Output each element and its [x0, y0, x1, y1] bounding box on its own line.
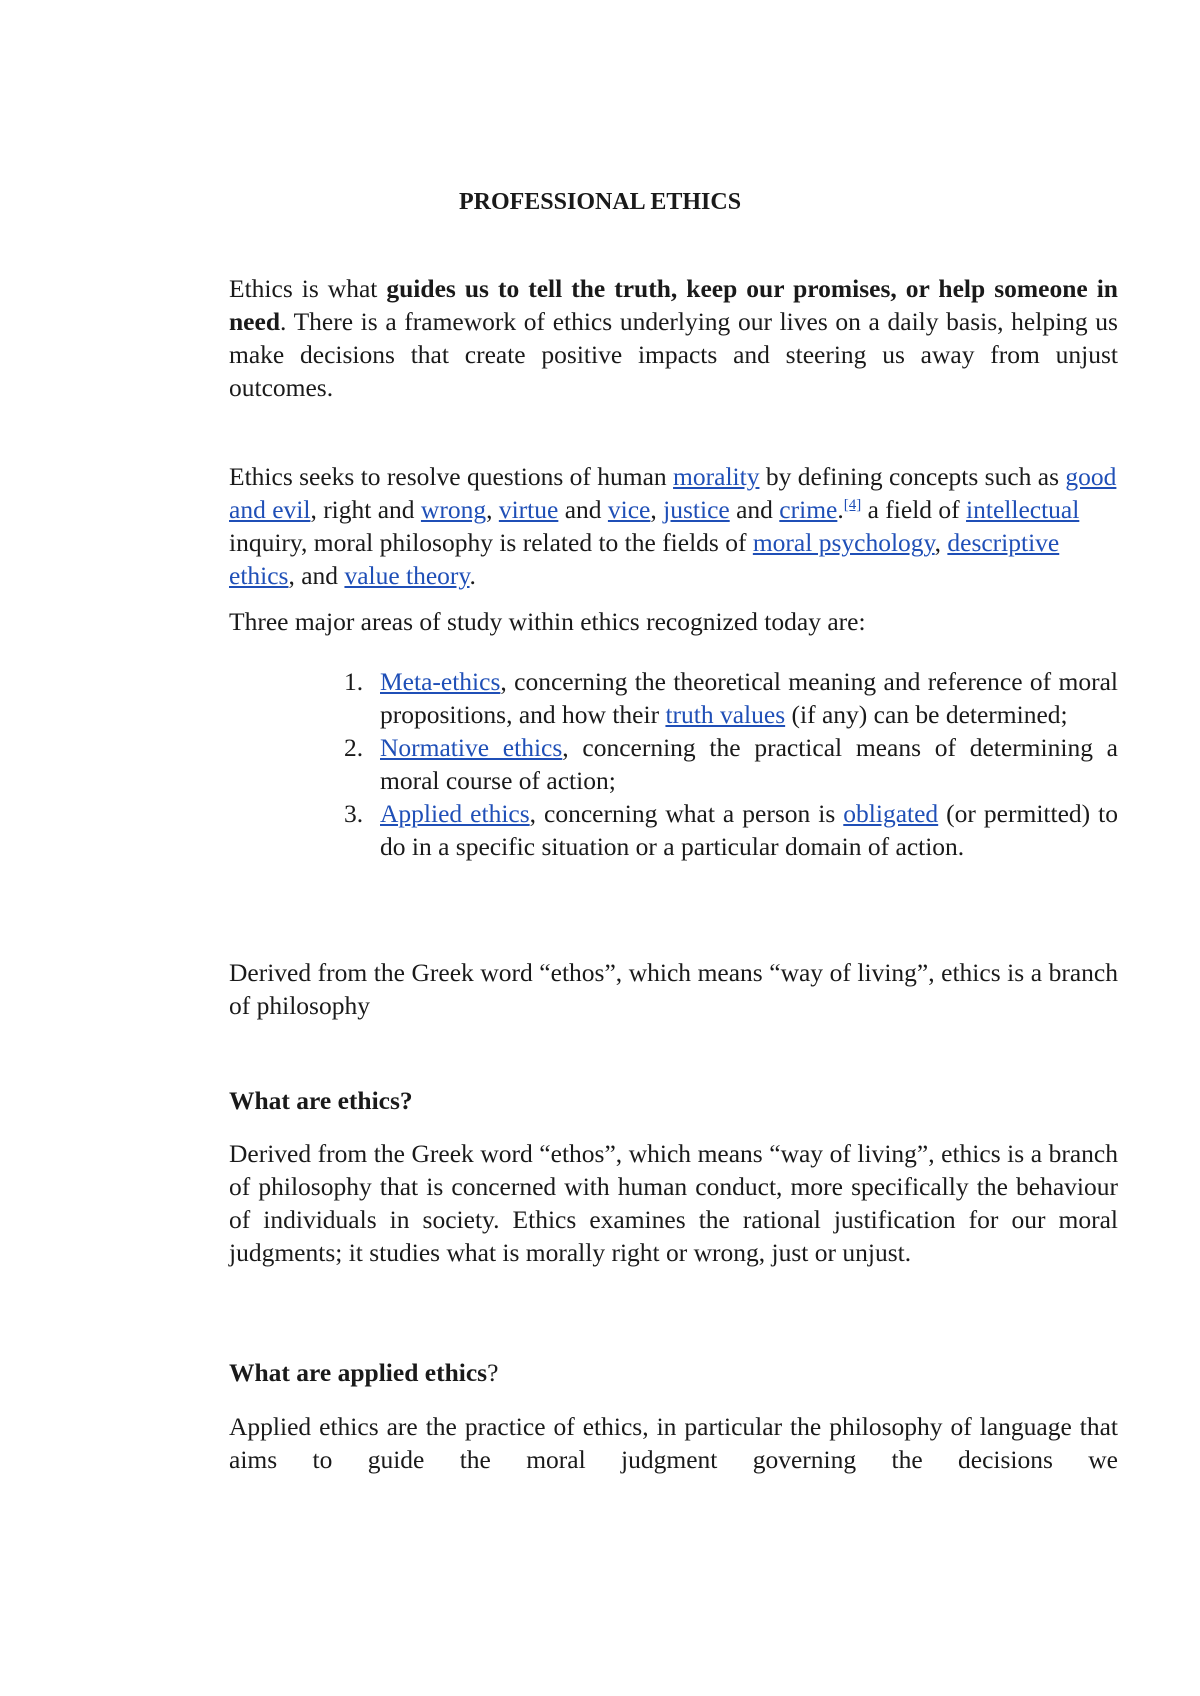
text-run: , and: [288, 561, 345, 590]
link-morality[interactable]: morality: [673, 462, 760, 491]
text-run: , right and: [310, 495, 421, 524]
text-run: (or permitted) to do in a specific situation or a particular domain of action.: [380, 799, 1118, 861]
list-item: [330, 731, 1118, 797]
text-run: and: [729, 495, 780, 524]
section-heading: [229, 1356, 1118, 1389]
list-number: 2.: [344, 733, 364, 762]
list-number: 1.: [344, 667, 364, 696]
section-heading: What are ethics?: [229, 1086, 413, 1115]
what-are-ethics-paragraph: Derived from the Greek word “ethos”, which means “way of living”, ethics is a branch of philosophy that is concerned with human conduct, more specifically the behaviour of individuals in society. Ethics examines the rational justification for our moral judgments; it studies what is morally right or wrong, just or unjust.: [229, 1139, 1118, 1267]
ethics-areas-list: [330, 665, 1118, 863]
text-run: . There is a framework of ethics underlying our lives on a daily basis, helping us make decisions that create positive impacts and steering us away from unjust outcomes.: [229, 307, 1118, 402]
text-run: .: [469, 561, 476, 590]
link-wrong[interactable]: wrong: [420, 495, 487, 524]
list-intro-paragraph: Three major areas of study within ethics recognized today are:: [229, 607, 866, 636]
applied-ethics-paragraph: Applied ethics are the practice of ethics, in particular the philosophy of language that aims to guide the moral judgment governing the decisions we: [229, 1412, 1118, 1474]
link-virtue[interactable]: virtue: [498, 495, 559, 524]
document-title: PROFESSIONAL ETHICS: [458, 189, 742, 215]
list-item: [330, 665, 1118, 731]
text-run: Ethics seeks to resolve questions of human: [229, 462, 674, 491]
text-run: ,: [650, 495, 664, 524]
text-run: a field of: [861, 495, 967, 524]
link-obligated[interactable]: obligated: [843, 799, 939, 828]
link-meta-ethics[interactable]: Meta-ethics: [380, 667, 501, 696]
text-run: by defining concepts such as: [759, 462, 1066, 491]
list-item: [330, 797, 1118, 863]
link-moral-psychology[interactable]: moral psychology: [752, 528, 935, 557]
text-run: .: [837, 495, 844, 524]
link-intellectual[interactable]: intellectual: [966, 495, 1080, 524]
link-applied-ethics[interactable]: Applied ethics: [380, 799, 530, 828]
link-justice[interactable]: justice: [663, 495, 730, 524]
text-run: , concerning what a person is: [529, 799, 844, 828]
bold-text: guides us to tell the truth, keep our promises, or help someone in need: [229, 274, 1118, 336]
link-vice[interactable]: vice: [607, 495, 651, 524]
text-run: ,: [934, 528, 948, 557]
definition-paragraph: [229, 460, 1118, 592]
intro-paragraph: [229, 272, 1118, 404]
text-run: (if any) can be determined;: [785, 700, 1068, 729]
ethos-paragraph: Derived from the Greek word “ethos”, which means “way of living”, ethics is a branch of philosophy: [229, 958, 1118, 1020]
link-normative-ethics[interactable]: Normative ethics: [380, 733, 563, 762]
citation-link[interactable]: [4]: [843, 497, 862, 513]
text-run: inquiry, moral philosophy is related to the fields of: [229, 528, 753, 557]
text-run: ,: [486, 495, 499, 524]
heading-punctuation: ?: [487, 1358, 499, 1387]
text-run: Ethics is what: [229, 274, 387, 303]
text-run: and: [558, 495, 608, 524]
link-good-and-evil[interactable]: good and evil: [229, 462, 1117, 524]
text-run: , concerning the practical means of determining a moral course of action;: [380, 733, 1119, 795]
link-value-theory[interactable]: value theory: [344, 561, 470, 590]
link-descriptive-ethics[interactable]: descriptive ethics: [229, 528, 1060, 590]
text-run: , concerning the theoretical meaning and reference of moral propositions, and how their: [380, 667, 1118, 729]
link-truth-values[interactable]: truth values: [665, 700, 786, 729]
heading-text: What are applied ethics: [229, 1358, 488, 1387]
link-crime[interactable]: crime: [779, 495, 838, 524]
list-number: 3.: [344, 799, 364, 828]
